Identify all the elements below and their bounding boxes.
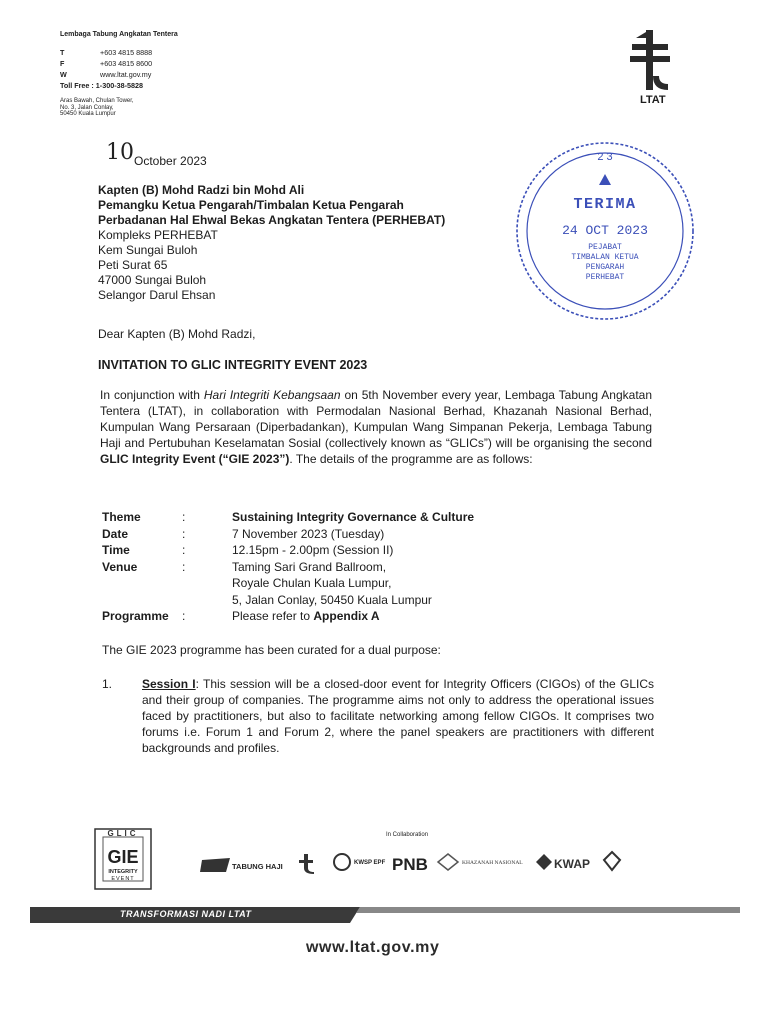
partner-pnb: PNB (392, 855, 428, 874)
appendix-ref: Appendix A (313, 609, 380, 623)
time-value: 12.15pm - 2.00pm (Session II) (232, 543, 394, 557)
gie-line: GIE (107, 847, 139, 867)
colon: : (182, 543, 186, 557)
date-label: Date (102, 526, 129, 541)
address-line: No. 3, Jalan Conlay, (60, 104, 114, 111)
stamp-word: TERIMA (573, 196, 637, 213)
programme-value (232, 608, 380, 625)
recipient-block (98, 183, 445, 303)
point-number: 1. (102, 677, 113, 691)
khazanah-icon (438, 854, 458, 870)
gie-line: GLIC (107, 829, 139, 838)
recipient-address-line: Kompleks PERHEBAT (98, 228, 218, 242)
colon: : (182, 510, 186, 524)
letter-subject: INVITATION TO GLIC INTEGRITY EVENT 2023 (98, 358, 368, 372)
address-line: Aras Bawah, Chulan Tower, (60, 98, 134, 104)
received-stamp (512, 138, 698, 324)
partner-tabung-haji: TABUNG HAJI (232, 862, 283, 871)
colon: : (182, 559, 186, 574)
para-text: on 5th November every year, Lembaga Tabung Angkatan Tentera (LTAT), in collaboration with Permodalan Nasional Berhad, Khazanah Nasional Berhad, Kumpulan Wang Persaraan (Diperbadankan), Kumpulan Wang Simpanan Pekerja, Lembaga Tabung Haji and Pertubuhan Keselamatan Sosial (collectively known as “GLICs”) will be organising the second (100, 388, 653, 450)
salutation: Dear Kapten (B) Mohd Radzi, (98, 327, 256, 341)
recipient-address-line: Kem Sungai Buloh (98, 243, 198, 257)
gie-line: EVENT (111, 876, 135, 882)
event-details (102, 509, 474, 625)
letter-date: October 2023 (134, 154, 207, 168)
theme-label: Theme (102, 510, 141, 524)
curated-sentence: The GIE 2023 programme has been curated for a dual purpose: (102, 643, 441, 657)
address-line: 50450 Kuala Lumpur (60, 111, 116, 117)
venue-line: Royale Chulan Kuala Lumpur, (232, 576, 392, 590)
web-value[interactable]: www.ltat.gov.my (100, 70, 152, 79)
band-slogan: TRANSFORMASI NADI LTAT (120, 909, 252, 919)
venue-line: 5, Jalan Conlay, 50450 Kuala Lumpur (232, 592, 432, 607)
stamp-line: TIMBALAN KETUA (571, 253, 639, 262)
tabung-haji-icon (200, 858, 230, 872)
partner-kwap: KWAP (554, 857, 590, 871)
kwap-icon (536, 854, 552, 870)
phone-value: +603 4815 8888 (100, 48, 153, 57)
kwsp-icon (334, 854, 350, 870)
recipient-address-line: 47000 Sungai Buloh (98, 273, 207, 287)
programme-label: Programme (102, 609, 169, 623)
org-address (60, 98, 134, 118)
venue-line: Taming Sari Grand Ballroom, (232, 559, 387, 574)
web-label: W (60, 70, 67, 79)
point-1 (102, 676, 654, 756)
venue-label: Venue (102, 559, 138, 574)
para-text: . The details of the programme are as follows: (289, 452, 533, 466)
para-text: In conjunction with (100, 388, 204, 402)
para-italic: Hari Integriti Kebangsaan (203, 388, 341, 402)
fax-label: F (60, 59, 65, 68)
date-value: 7 November 2023 (Tuesday) (232, 526, 385, 541)
in-collaboration-label: In Collaboration (386, 832, 429, 838)
org-name: Lembaga Tabung Angkatan Tentera (60, 31, 178, 38)
gie-logo-icon (93, 827, 153, 891)
fax-value: +603 4815 8600 (100, 59, 153, 68)
point-text (142, 676, 654, 756)
colon: : (182, 609, 186, 623)
programme-prefix: Please refer to (232, 609, 314, 623)
recipient-address-line: Selangor Darul Ehsan (98, 288, 216, 302)
recipient-title: Pemangku Ketua Pengarah/Timbalan Ketua Pengarah (98, 198, 404, 212)
session-description: : This session will be a closed-door event for Integrity Officers (CIGOs) of the GLICs and their group of companies. The programme aims not only to address the operational issues faced by practitioners, but also to facilitate networking among fellow CIGOs. It comprises two forums i.e. Forum 1 and Forum 2, where the panel speakers are practitioners with different backgrounds and profiles. (142, 677, 655, 755)
venue-value (232, 559, 432, 609)
stamp-triangle-icon (599, 174, 611, 185)
para-bold: GLIC Integrity Event (“GIE 2023”) (100, 452, 290, 466)
contact-block (60, 47, 152, 91)
ltat-logo-text: LTAT (640, 94, 666, 106)
recipient-name: Kapten (B) Mohd Radzi bin Mohd Ali (98, 183, 305, 197)
stamp-line: PEJABAT (588, 243, 622, 252)
stamp-top-numbers: 2 3 (597, 151, 613, 163)
stamp-line: PERHEBAT (585, 273, 625, 282)
perkeso-icon (604, 852, 620, 870)
colon: : (182, 526, 186, 541)
stamp-date: 24 OCT 2023 (562, 223, 648, 238)
theme-value: Sustaining Integrity Governance & Culture (232, 510, 475, 524)
time-label: Time (102, 543, 130, 557)
stamp-line: PENGARAH (585, 263, 625, 272)
toll-free: Toll Free : 1-300-38-5828 (60, 81, 143, 90)
partner-logos (200, 848, 630, 878)
session-label: Session I (142, 677, 196, 691)
partner-kwsp: KWSP EPF (354, 860, 386, 866)
gie-line: INTEGRITY (108, 869, 138, 875)
recipient-organisation: Perbadanan Hal Ehwal Bekas Angkatan Tentera (PERHEBAT) (98, 213, 446, 227)
partner-khazanah: KHAZANAH NASIONAL (462, 860, 523, 866)
phone-label: T (60, 48, 65, 57)
ltat-mini-icon (299, 854, 314, 874)
footer-website[interactable]: www.ltat.gov.my (306, 939, 440, 956)
recipient-address-line: Peti Surat 65 (98, 258, 168, 272)
intro-paragraph (100, 387, 652, 467)
handwritten-day: 10 (106, 140, 134, 165)
